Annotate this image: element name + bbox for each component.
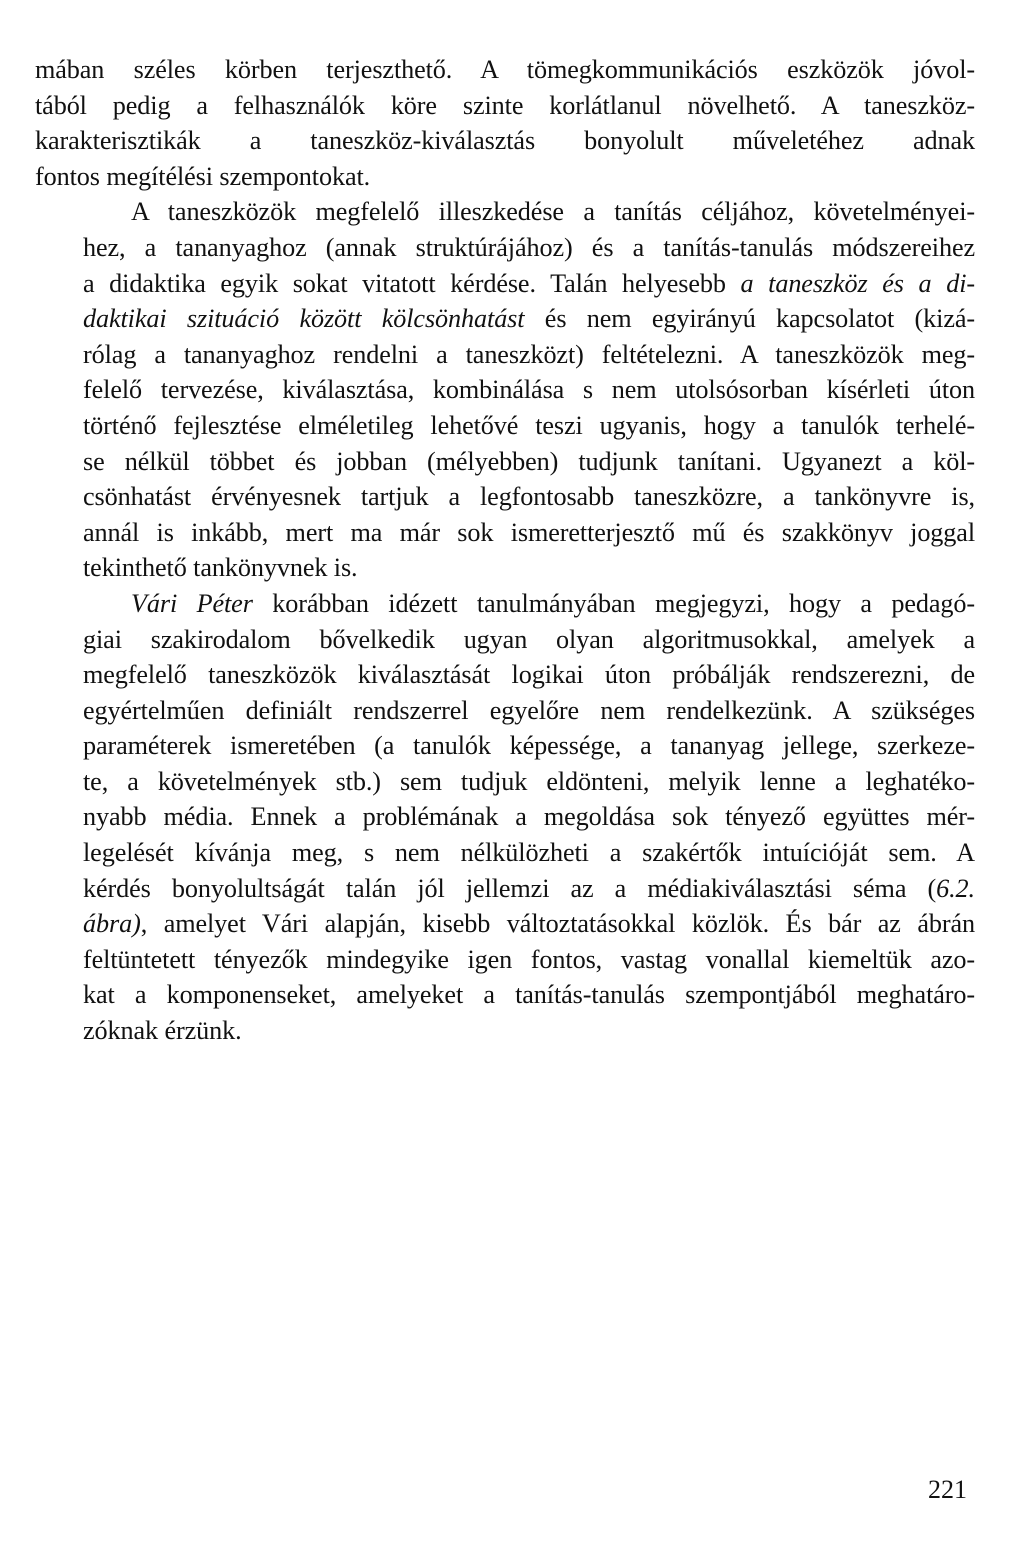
text-segment: fontos megítélési szempontokat. (35, 161, 371, 191)
text-line (35, 835, 975, 871)
italic-text: daktikai szituáció között kölcsönhatást (83, 304, 525, 334)
text-segment: kérdés bonyolultságát talán jól jellemzi az a médiakiválasztási séma ( (83, 873, 937, 903)
text-line (35, 550, 975, 586)
page-body (35, 52, 975, 1049)
text-segment: korábban idézett tanulmányában megjegyzi, hogy a pedagó- (252, 588, 975, 618)
text-segment: nyabb média. Ennek a problémának a megoldása sok tényező együttes mér- (83, 802, 975, 832)
text-segment: giai szakirodalom bővelkedik ugyan olyan algoritmusokkal, amelyek a (83, 624, 975, 654)
text-segment: A taneszközök megfelelő illeszkedése a tanítás céljához, követelményei- (131, 197, 975, 227)
text-segment: zóknak érzünk. (83, 1016, 242, 1046)
text-segment: tából pedig a felhasználók köre szinte korlátlanul növelhető. A taneszköz- (35, 90, 975, 120)
text-line (35, 693, 975, 729)
text-segment: a didaktika egyik sokat vitatott kérdése. Talán helyesebb (83, 268, 741, 298)
text-line (35, 444, 975, 480)
text-line (35, 728, 975, 764)
text-segment: , amelyet Vári alapján, kisebb változtatásokkal közlök. És bár az ábrán (140, 909, 975, 939)
text-segment: megfelelő taneszközök kiválasztását logikai úton próbálják rendszerezni, de (83, 660, 975, 690)
text-line (35, 372, 975, 408)
text-segment: és nem egyirányú kapcsolatot (kizá- (524, 304, 975, 334)
text-line (35, 622, 975, 658)
paragraph (35, 586, 975, 1049)
text-line (35, 301, 975, 337)
text-line (35, 799, 975, 835)
text-line (35, 657, 975, 693)
text-line (35, 586, 975, 622)
text-line (35, 337, 975, 373)
text-segment: se nélkül többet és jobban (mélyebben) tudjunk tanítani. Ugyanezt a köl- (83, 446, 975, 476)
text-segment: történő fejlesztése elméletileg lehetővé teszi ugyanis, hogy a tanulók terhelé- (83, 410, 975, 440)
text-segment: felelő tervezése, kiválasztása, kombinálása s nem utolsósorban kísérleti úton (83, 375, 975, 405)
text-line (35, 230, 975, 266)
text-segment: paraméterek ismeretében (a tanulók képessége, a tananyag jellege, szerkeze- (83, 731, 975, 761)
text-line (35, 123, 975, 159)
italic-text: a taneszköz és a di- (740, 268, 975, 298)
text-line (35, 764, 975, 800)
text-line (35, 1013, 975, 1049)
text-segment: egyértelműen definiált rendszerrel egyelőre nem rendelkezünk. A szükséges (83, 695, 975, 725)
italic-text: 6.2. (936, 873, 975, 903)
text-line (35, 515, 975, 551)
text-segment: hez, a tananyaghoz (annak struktúrájához) és a tanítás-tanulás módszereihez (83, 232, 975, 262)
text-segment: csönhatást érvényesnek tartjuk a legfontosabb taneszközre, a tankönyvre is, (83, 482, 975, 512)
text-line (35, 906, 975, 942)
page-number: 221 (928, 1475, 967, 1504)
paragraph (35, 194, 975, 586)
text-segment: kat a komponenseket, amelyeket a tanítás-tanulás szempontjából meghatáro- (83, 980, 975, 1010)
text-segment: legelését kívánja meg, s nem nélkülözheti a szakértők intuícióját sem. A (83, 838, 975, 868)
text-line (35, 88, 975, 124)
text-line (35, 479, 975, 515)
text-segment: feltüntetett tényezők mindegyike igen fontos, vastag vonallal kiemeltük azo- (83, 944, 975, 974)
paragraph (35, 52, 975, 194)
text-line (35, 266, 975, 302)
text-segment: tekinthető tankönyvnek is. (83, 553, 358, 583)
italic-text: Vári Péter (131, 588, 253, 618)
text-line (35, 194, 975, 230)
text-line (35, 159, 975, 195)
text-segment: karakterisztikák a taneszköz-kiválasztás bonyolult műveletéhez adnak (35, 126, 975, 156)
text-segment: mában széles körben terjeszthető. A tömegkommunikációs eszközök jóvol- (35, 55, 975, 84)
text-segment: te, a követelmények stb.) sem tudjuk eldönteni, melyik lenne a leghatéko- (83, 766, 975, 796)
text-line (35, 52, 975, 88)
text-line (35, 408, 975, 444)
text-line (35, 977, 975, 1013)
italic-text: ábra) (83, 909, 141, 939)
text-line (35, 942, 975, 978)
text-segment: rólag a tananyaghoz rendelni a taneszközt) feltételezni. A taneszközök meg- (83, 339, 975, 369)
text-segment: annál is inkább, mert ma már sok ismeretterjesztő mű és szakkönyv joggal (83, 517, 975, 547)
text-line (35, 871, 975, 907)
